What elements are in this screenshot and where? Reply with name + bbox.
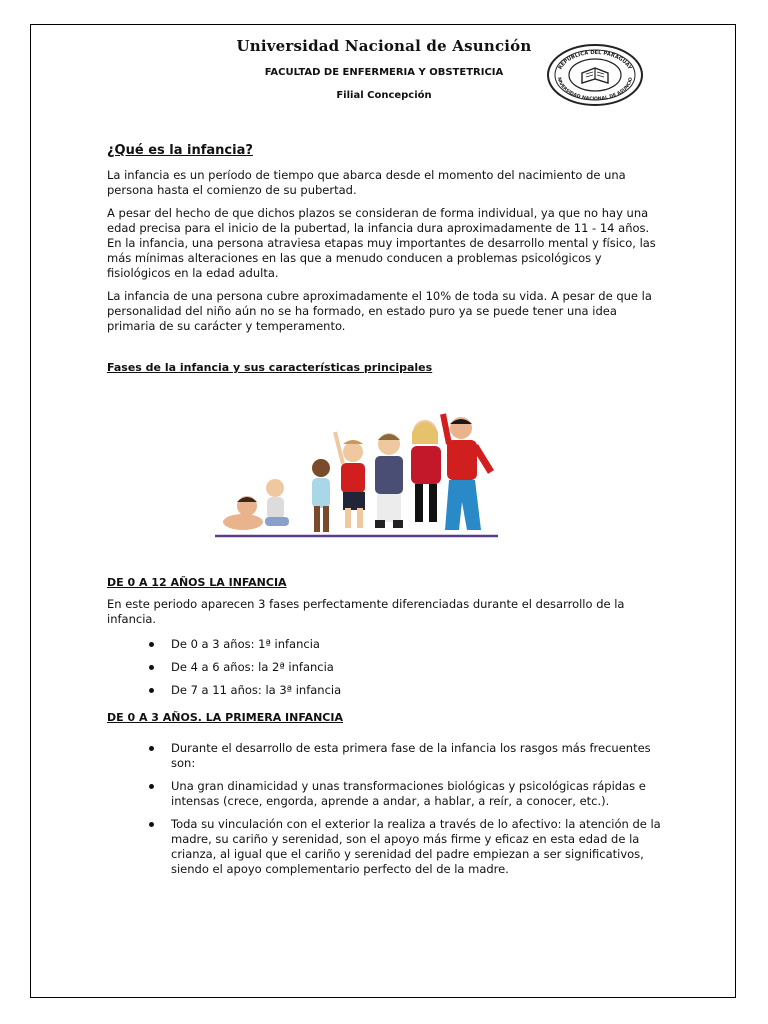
- list-item: De 7 a 11 años: la 3ª infancia: [107, 683, 667, 698]
- section-what-is-childhood: [107, 143, 667, 342]
- list-item: De 0 a 3 años: 1ª infancia: [107, 637, 667, 652]
- paragraph: A pesar del hecho de que dichos plazos se consideran de forma individual, ya que no hay una edad precisa para el inicio de la pubertad, la infancia dura aproximadamente de 11 - 14 años. En la infancia, una persona atraviesa etapas muy importantes de desarrollo mental y físico, las más mínimas alteraciones en las que a menudo conducen a problemas psicológicos y fisiológicos en la edad adulta.: [107, 206, 656, 280]
- section-title: ¿Qué es la infancia?: [107, 143, 253, 158]
- university-name: Universidad Nacional de Asunción: [236, 37, 532, 55]
- children-growth-image: [215, 402, 500, 542]
- section-phases-title: Fases de la infancia y sus características principales: [107, 361, 433, 374]
- branch-name: Filial Concepción: [336, 90, 432, 101]
- list-item: De 4 a 6 años: la 2ª infancia: [107, 660, 667, 675]
- section-0-3: [107, 710, 667, 885]
- traits-list: [107, 741, 667, 877]
- section-title: DE 0 A 3 AÑOS. LA PRIMERA INFANCIA: [107, 711, 343, 724]
- paragraph: En este periodo aparecen 3 fases perfectamente diferenciadas durante el desarrollo de la infancia.: [107, 597, 625, 626]
- university-seal-icon: [546, 43, 644, 107]
- seal-ring-bottom: NIVERSIDAD NACIONAL DE ASUNCIO: [555, 76, 635, 103]
- phase-list: [107, 637, 667, 698]
- list-item: Toda su vinculación con el exterior la realiza a través de lo afectivo: la atención de la madre, su cariño y serenidad, son el apoyo más firme y eficaz en esta edad de la crianza, al igual que el cariño y serenidad del padre empiezan a ser significativos, siendo el apoyo complementario perfecto del de la madre.: [107, 817, 667, 877]
- seal-ring-top: REPUBLICA DEL PARAGUAY: [557, 49, 633, 71]
- section-0-12: [107, 575, 667, 706]
- document-page: [30, 24, 736, 998]
- list-item: Una gran dinamicidad y unas transformaciones biológicas y psicológicas rápidas e intensas (crece, engorda, aprende a andar, a hablar, a reír, a conocer, etc.).: [107, 779, 667, 809]
- section-title: DE 0 A 12 AÑOS LA INFANCIA: [107, 576, 287, 589]
- faculty-name: FACULTAD DE ENFERMERIA Y OBSTETRICIA: [264, 67, 504, 78]
- list-item: Durante el desarrollo de esta primera fase de la infancia los rasgos más frecuentes son:: [107, 741, 667, 771]
- paragraph: La infancia de una persona cubre aproximadamente el 10% de toda su vida. A pesar de que la personalidad del niño aún no se ha formado, en estado puro ya se puede tener una idea primaria de su carácter y temperamento.: [107, 289, 652, 333]
- paragraph: La infancia es un período de tiempo que abarca desde el momento del nacimiento de una persona hasta el comienzo de su pubertad.: [107, 168, 626, 197]
